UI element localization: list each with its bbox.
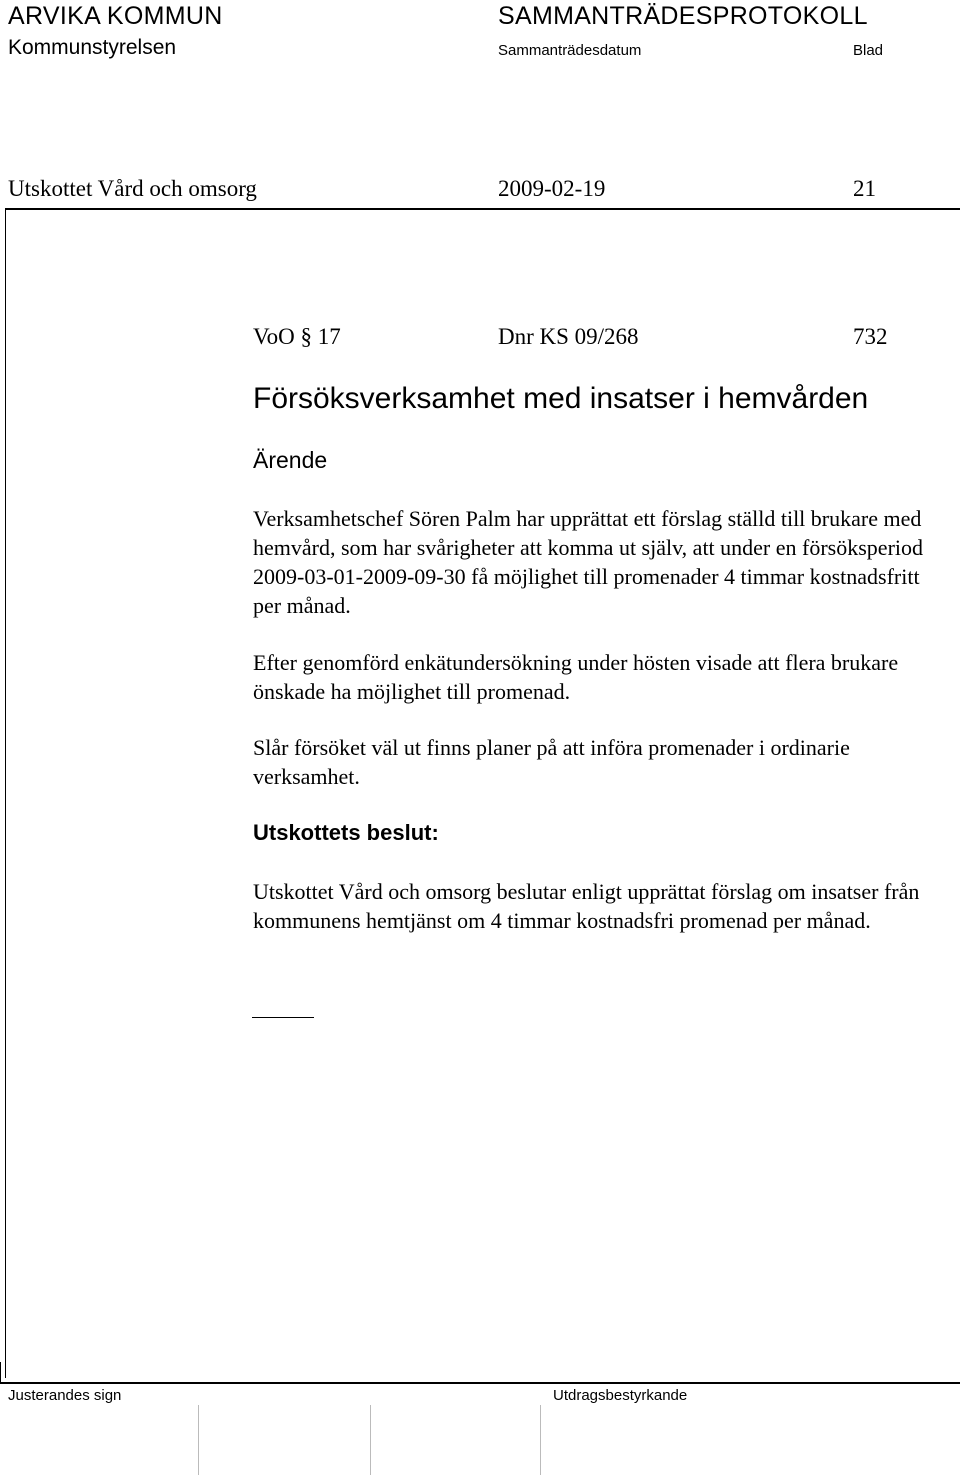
footer-left-tick	[0, 1362, 1, 1384]
meeting-date: 2009-02-19	[498, 176, 606, 201]
end-rule	[252, 1017, 314, 1018]
extract-label: Utdragsbestyrkande	[553, 1387, 688, 1404]
document-type: SAMMANTRÄDESPROTOKOLL	[498, 2, 868, 30]
case-paragraph-2: Efter genomförd enkätundersökning under hösten visade att flera brukare önskade ha möjlighet till promenad.	[253, 650, 899, 704]
case-paragraph-1: Verksamhetschef Sören Palm har upprättat ett förslag ställd till brukare med hemvård, som har svårigheter att komma ut själv, att under en försöksperiod 2009-03-01-2009-09-30 få möjlighet till promenader 4 timmar kostnadsfritt per månad.	[253, 506, 924, 618]
signature-box-divider	[198, 1405, 199, 1475]
committee-name: Utskottet Vård och omsorg	[8, 176, 257, 201]
meeting-date-label: Sammanträdesdatum	[498, 42, 642, 59]
board-name: Kommunstyrelsen	[8, 36, 177, 59]
decision-text: Utskottet Vård och omsorg beslutar enligt upprättat förslag om insatser från kommunens hemtjänst om 4 timmar kostnadsfri promenad per månad.	[253, 879, 920, 933]
page-label: Blad	[853, 42, 884, 59]
case-heading: Ärende	[253, 447, 328, 473]
signature-label: Justerandes sign	[8, 1387, 122, 1404]
case-paragraph-3: Slår försöket väl ut finns planer på att införa promenader i ordinarie verksamhet.	[253, 735, 850, 789]
organization-name: ARVIKA KOMMUN	[8, 2, 223, 30]
item-title: Försöksverksamhet med insatser i hemvården	[253, 382, 869, 415]
page-number: 21	[853, 176, 876, 201]
item-number: VoO § 17	[253, 324, 341, 349]
decision-heading: Utskottets beslut:	[253, 820, 439, 845]
item-code: 732	[853, 324, 888, 349]
header-divider	[5, 208, 960, 210]
diary-number: Dnr KS 09/268	[498, 324, 639, 349]
footer-divider	[0, 1382, 960, 1384]
signature-box-divider	[540, 1405, 541, 1475]
left-margin-line	[5, 208, 6, 1378]
signature-box-divider	[370, 1405, 371, 1475]
